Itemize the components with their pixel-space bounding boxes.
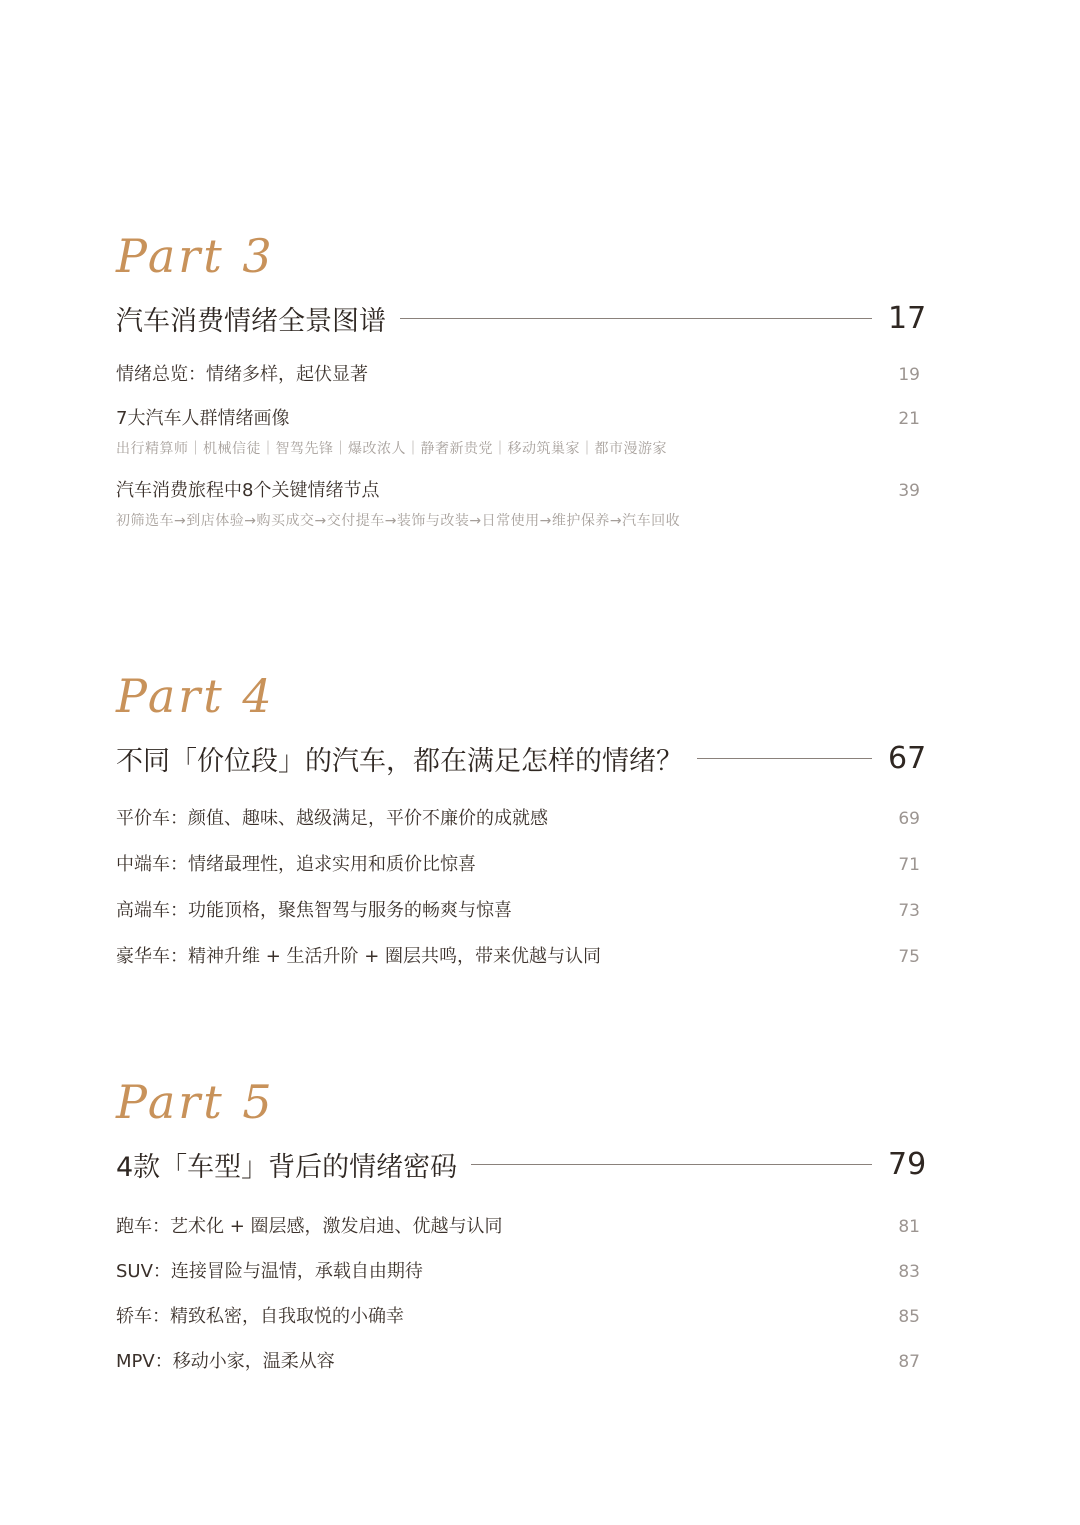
toc-entry[interactable] bbox=[116, 1347, 924, 1373]
toc-entry[interactable] bbox=[116, 1212, 924, 1257]
part-4-section bbox=[116, 668, 927, 968]
toc-entry[interactable] bbox=[116, 896, 924, 942]
toc-entry[interactable] bbox=[116, 804, 924, 850]
entry-title: 汽车消费旅程中8个关键情绪节点 bbox=[116, 480, 380, 501]
leader-line bbox=[697, 758, 872, 759]
entry-page-number: 21 bbox=[898, 409, 920, 429]
section-heading[interactable] bbox=[116, 1144, 927, 1184]
entry-page-number: 75 bbox=[898, 947, 920, 967]
section-heading[interactable] bbox=[116, 738, 927, 778]
entry-subtitle: 初筛选车→到店体验→购买成交→交付提车→装饰与改装→日常使用→维护保养→汽车回收 bbox=[116, 513, 681, 529]
entry-title: 7大汽车人群情绪画像 bbox=[116, 408, 290, 429]
toc-entry[interactable] bbox=[116, 942, 924, 968]
entry-title: 豪华车：精神升维 + 生活升阶 + 圈层共鸣，带来优越与认同 bbox=[116, 946, 602, 967]
entry-page-number: 83 bbox=[898, 1262, 920, 1282]
section-page-number: 79 bbox=[888, 1146, 927, 1182]
part-label: Part 4 bbox=[116, 669, 275, 723]
section-title: 不同「价位段」的汽车，都在满足怎样的情绪？ bbox=[116, 745, 683, 777]
leader-line bbox=[400, 318, 872, 319]
section-title: 4款「车型」背后的情绪密码 bbox=[116, 1151, 458, 1183]
entry-page-number: 69 bbox=[898, 809, 920, 829]
toc-entry[interactable] bbox=[116, 1302, 924, 1347]
entry-title: 情绪总览：情绪多样，起伏显著 bbox=[116, 364, 368, 385]
entry-page-number: 73 bbox=[898, 901, 920, 921]
entry-title: SUV：连接冒险与温情，承载自由期待 bbox=[116, 1261, 423, 1282]
entry-title: 跑车：艺术化 + 圈层感，激发启迪、优越与认同 bbox=[116, 1216, 503, 1237]
entry-subtitle: 出行精算师｜机械信徒｜智驾先锋｜爆改浓人｜静奢新贵党｜移动筑巢家｜都市漫游家 bbox=[116, 441, 667, 457]
section-title: 汽车消费情绪全景图谱 bbox=[116, 305, 386, 337]
entry-title: 平价车：颜值、趣味、越级满足，平价不廉价的成就感 bbox=[116, 808, 548, 829]
entry-page-number: 71 bbox=[898, 855, 920, 875]
entry-page-number: 39 bbox=[898, 481, 920, 501]
entry-page-number: 85 bbox=[898, 1307, 920, 1327]
section-page-number: 67 bbox=[888, 740, 927, 776]
leader-line bbox=[471, 1164, 872, 1165]
entry-page-number: 19 bbox=[898, 365, 920, 385]
toc-entry[interactable] bbox=[116, 476, 924, 530]
toc-entry[interactable] bbox=[116, 1257, 924, 1302]
toc-entry[interactable] bbox=[116, 850, 924, 896]
part-label: Part 3 bbox=[116, 229, 275, 283]
entry-title: 轿车：精致私密，自我取悦的小确幸 bbox=[116, 1306, 404, 1327]
part-5-section bbox=[116, 1074, 927, 1373]
entry-title: MPV：移动小家，温柔从容 bbox=[116, 1351, 335, 1372]
entry-title: 高端车：功能顶格，聚焦智驾与服务的畅爽与惊喜 bbox=[116, 900, 512, 921]
section-heading[interactable] bbox=[116, 298, 927, 338]
entry-page-number: 87 bbox=[898, 1352, 920, 1372]
toc-entry[interactable] bbox=[116, 404, 924, 476]
entry-page-number: 81 bbox=[898, 1217, 920, 1237]
part-3-section bbox=[116, 228, 927, 530]
entry-title: 中端车：情绪最理性，追求实用和质价比惊喜 bbox=[116, 854, 476, 875]
section-page-number: 17 bbox=[888, 300, 927, 336]
part-label: Part 5 bbox=[116, 1075, 275, 1129]
toc-entry[interactable] bbox=[116, 360, 924, 404]
